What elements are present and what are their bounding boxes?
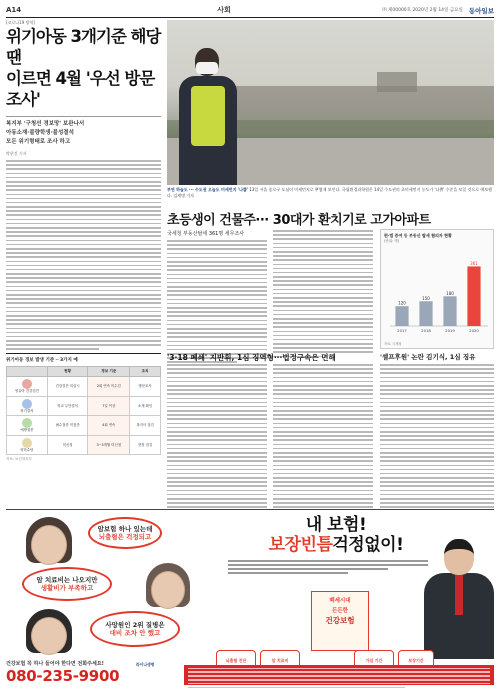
table-header <box>7 367 48 377</box>
ad-bubble-1: 암보험 하나 있는데 뇌출혈은 걱정되고 <box>88 517 162 549</box>
chart-bar <box>419 301 432 326</box>
photo-person <box>177 42 239 185</box>
lead-story <box>6 20 161 350</box>
chart-title: 편·법 증여 등 부동산 탈세 혐의자 현황 <box>384 233 452 238</box>
lead-kicker: [코로나19 방역] <box>6 20 35 25</box>
chart-plot <box>384 252 490 336</box>
chart-bar <box>395 306 408 326</box>
mid-headline: '3·18 폐쇄' 지반휘, 1심 징역형···법정구속은 면해 <box>167 353 336 362</box>
table-row: 예방접종 필수접종 미접종 4회 연속 복지사 점검 <box>7 416 161 436</box>
table-source: 자료: 보건복지부 <box>6 457 32 462</box>
second-body-col1 <box>167 230 267 363</box>
table-header: 경보 기준 <box>88 367 130 377</box>
right-body <box>380 364 494 512</box>
insurance-ad <box>6 511 494 686</box>
issue-date: ㈜ 제00000호 2020년 2월 14일 금요일 <box>382 8 463 13</box>
ad-feature: 암 치료비 <box>260 650 300 670</box>
caption-text: 13일 서울 종로구 도심이 미세먼지로 뿌옇게 보인다. 국립환경과학원은 14일 수도권의 초미세먼지 농도가 '나쁨' 수준을 보일 것으로 예보했다. 김재명 기자 <box>167 187 492 198</box>
allowance-icon <box>22 438 32 448</box>
ad-bubble-3: 사망원인 2위 질병은 대비 조차 안 했고 <box>90 611 180 647</box>
second-headline: 초등생이 건물주··· 30대가 환치기로 고가아파트 <box>167 213 431 228</box>
table-row: 영유아 건강검진 건강검진 미실시 2회 연속 미수검 방문조사 <box>7 377 161 397</box>
section-title: 사회 <box>217 6 231 14</box>
masthead <box>6 4 494 16</box>
ad-copy <box>228 560 428 574</box>
chart-value-label: 120 <box>398 300 406 306</box>
lead-body-text <box>6 160 161 350</box>
table-header: 조치 <box>130 367 161 377</box>
crisis-table-box <box>6 353 161 508</box>
vaccine-icon <box>22 418 32 428</box>
child-icon <box>22 379 32 389</box>
table-header: 현황 <box>47 367 88 377</box>
tax-chart <box>380 229 494 349</box>
photo-dome <box>377 72 417 92</box>
second-body-col2 <box>273 230 373 357</box>
lead-headline-1: 위기아동 3개기준 해당땐 <box>6 27 161 67</box>
insurer-logo: 라이나생명 <box>136 662 155 667</box>
chart-bar <box>467 266 480 326</box>
lead-byline: 박현진 기자 <box>6 151 27 156</box>
ad-phone-prefix: 건강보험 꼭 하나 들어야 한다면 전화주세요! <box>6 661 104 667</box>
ad-product-badge: 백세시대 든든한 건강보험 <box>311 591 369 651</box>
paper-logo: 동아일보 <box>468 6 494 15</box>
masthead-rule <box>6 17 494 18</box>
table-row: 장기결석 학교 무단결석 7일 이상 소재 확인 <box>7 396 161 416</box>
ad-fine-print <box>184 665 494 685</box>
table-title: 위기아동 경보 발생 기준 ─ 3가지 예 <box>6 358 78 363</box>
ad-person-1 <box>31 525 67 565</box>
chart-tick-label: 2017 <box>397 328 407 333</box>
news-photo <box>167 20 494 185</box>
ad-phone-number[interactable]: 080-235-9900 <box>6 667 120 685</box>
table-row: 양육수당 미신청 3~5개월 미신청 현장 점검 <box>7 435 161 455</box>
lead-headline-2: 이르면 4월 '우선 방문조사' <box>6 69 155 109</box>
chart-value-label: 180 <box>446 290 454 296</box>
ad-bubble-2: 암 치료비는 나오지만 생활비가 부족하고 <box>22 567 112 601</box>
chart-unit: (단위: 명) <box>384 239 400 243</box>
ad-feature: 뇌출혈 진단 <box>216 650 256 670</box>
mid-body-col1 <box>167 364 267 512</box>
chart-value-label: 361 <box>470 260 478 266</box>
ad-person-2 <box>151 571 185 609</box>
lead-subhead: 복지부 '구청선 경보망' 보완나서 <box>6 121 85 127</box>
lead-subhead: 아동소재·불량학생·불성결석 <box>6 130 74 136</box>
lead-subhead: 모든 위기형태로 조사 하고 <box>6 139 71 145</box>
chart-value-label: 150 <box>422 295 430 301</box>
second-col-head: 국세청 부동산탈세 361명 세무조사 <box>167 231 245 237</box>
crisis-table <box>6 366 161 455</box>
chart-tick-label: 2020 <box>469 328 479 333</box>
caption-title: 부연 하늘도 ··· 수도권 오늘도 미세먼지 '나쁨' <box>167 187 249 192</box>
page-number: A14 <box>6 6 22 14</box>
ad-headline: 내 보험! 보장빈틈걱정없이! <box>268 515 404 555</box>
chart-bar <box>443 296 456 326</box>
ad-rule <box>6 509 494 510</box>
ad-feature: 보장기간 <box>398 650 434 670</box>
mid-body-col2 <box>273 364 373 512</box>
chart-tick-label: 2019 <box>445 328 455 333</box>
ad-feature: 가입 기간 <box>354 650 394 670</box>
ad-spokesman <box>424 539 494 659</box>
photo-caption <box>167 187 494 198</box>
chart-tick-label: 2018 <box>421 328 431 333</box>
ad-person-3 <box>31 617 67 655</box>
right-headline: '셀프후원' 논란 김기식, 1심 징유 <box>380 353 476 361</box>
chart-source: 자료: 국세청 <box>384 342 402 346</box>
lead-subheads <box>6 116 161 147</box>
school-icon <box>22 399 32 409</box>
